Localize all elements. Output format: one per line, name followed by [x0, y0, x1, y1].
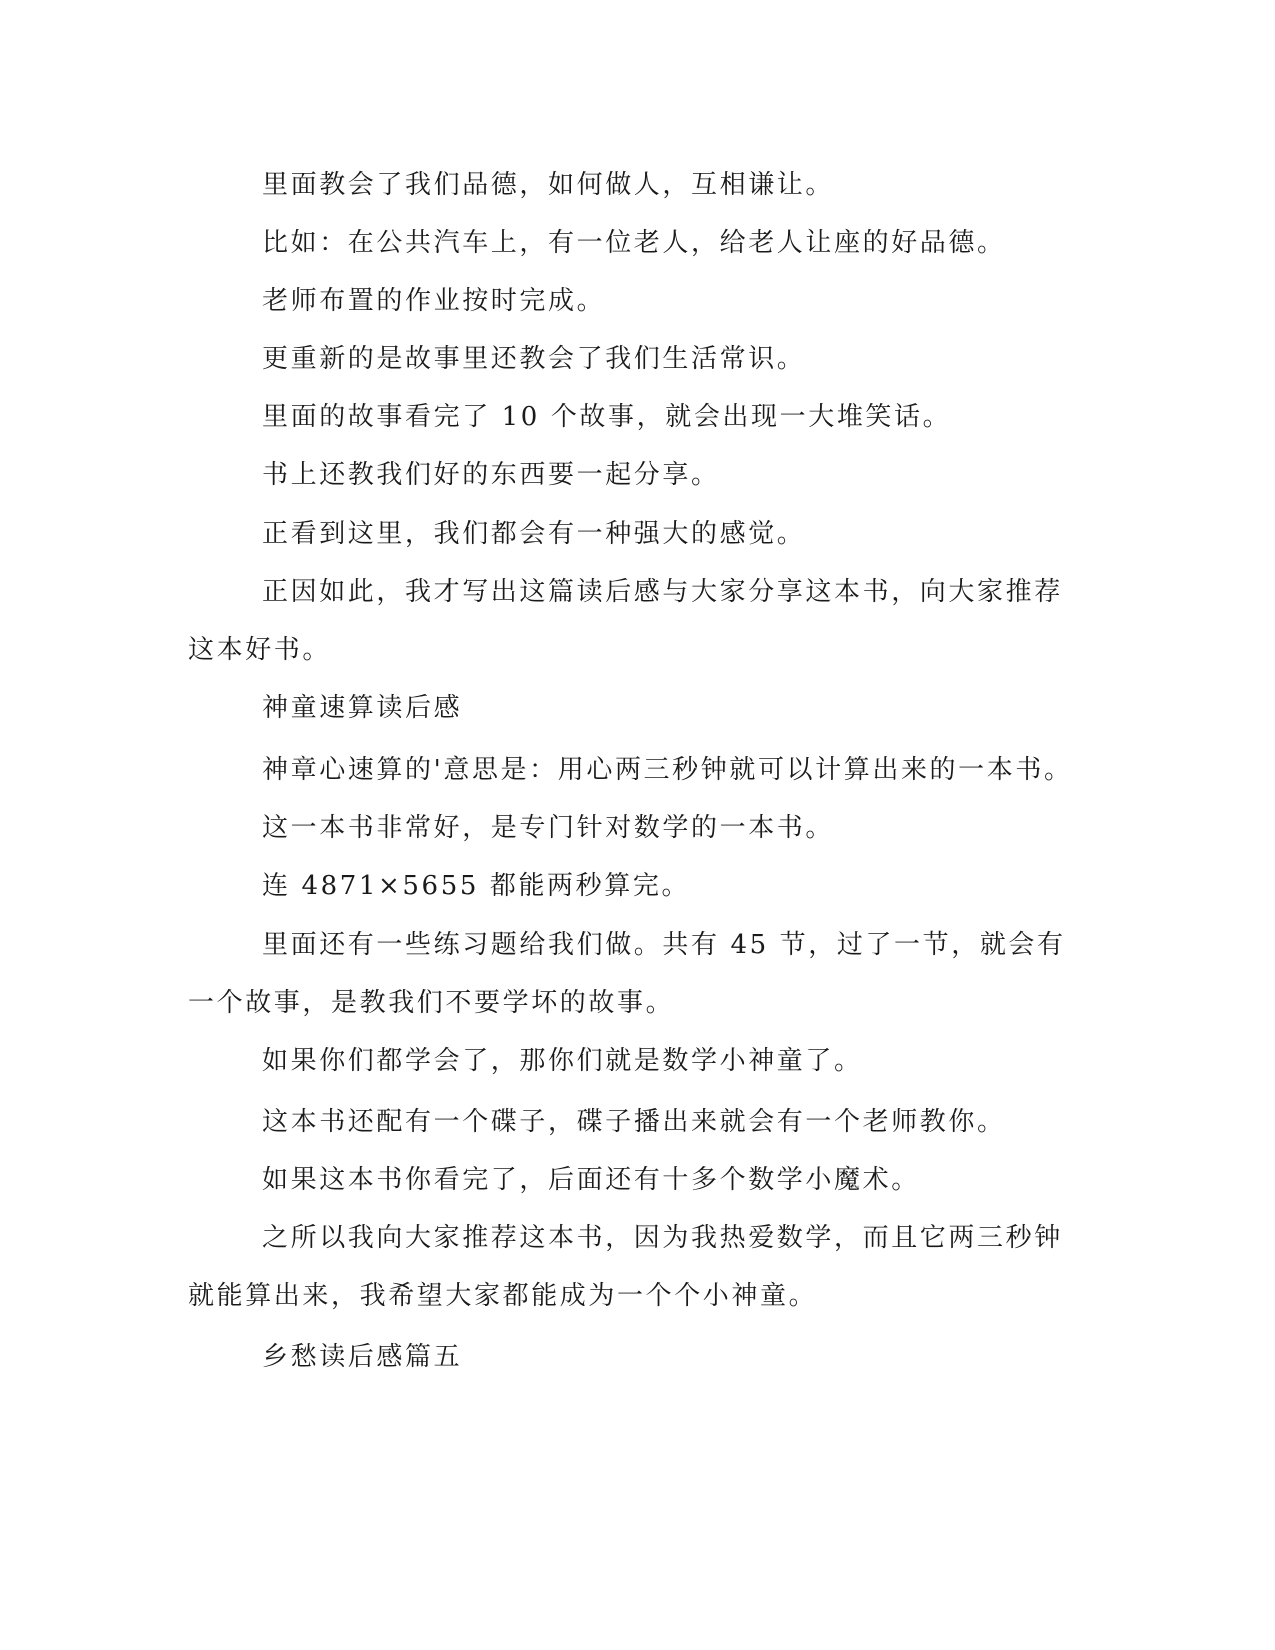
- paragraph-line: 里面还有一些练习题给我们做。共有 45 节，过了一节，就会有: [262, 930, 1066, 960]
- paragraph-line: 神章心速算的'意思是：用心两三秒钟就可以计算出来的一本书。: [262, 755, 1073, 785]
- section-heading: 乡愁读后感篇五: [262, 1342, 463, 1372]
- paragraph-line: 正看到这里，我们都会有一种强大的感觉。: [262, 519, 806, 549]
- paragraph-line: 这一本书非常好，是专门针对数学的一本书。: [262, 813, 835, 843]
- paragraph-line-continuation: 一个故事，是教我们不要学坏的故事。: [188, 988, 675, 1018]
- paragraph-line: 之所以我向大家推荐这本书，因为我热爱数学，而且它两三秒钟: [262, 1223, 1063, 1253]
- paragraph-line-continuation: 这本好书。: [188, 635, 332, 665]
- paragraph-line: 里面教会了我们品德，如何做人，互相谦让。: [262, 170, 835, 200]
- paragraph-line: 正因如此，我才写出这篇读后感与大家分享这本书，向大家推荐: [262, 577, 1063, 607]
- paragraph-line-continuation: 就能算出来，我希望大家都能成为一个个小神童。: [188, 1281, 818, 1311]
- paragraph-line: 老师布置的作业按时完成。: [262, 286, 606, 316]
- paragraph-line: 连 4871×5655 都能两秒算完。: [262, 871, 691, 901]
- paragraph-line: 比如：在公共汽车上，有一位老人，给老人让座的好品德。: [262, 228, 1006, 258]
- section-heading: 神童速算读后感: [262, 693, 463, 723]
- paragraph-line: 这本书还配有一个碟子，碟子播出来就会有一个老师教你。: [262, 1107, 1006, 1137]
- paragraph-line: 如果这本书你看完了，后面还有十多个数学小魔术。: [262, 1165, 920, 1195]
- paragraph-line: 更重新的是故事里还教会了我们生活常识。: [262, 344, 806, 374]
- paragraph-line: 里面的故事看完了 10 个故事，就会出现一大堆笑话。: [262, 402, 952, 432]
- paragraph-line: 书上还教我们好的东西要一起分享。: [262, 460, 720, 490]
- paragraph-line: 如果你们都学会了，那你们就是数学小神童了。: [262, 1046, 863, 1076]
